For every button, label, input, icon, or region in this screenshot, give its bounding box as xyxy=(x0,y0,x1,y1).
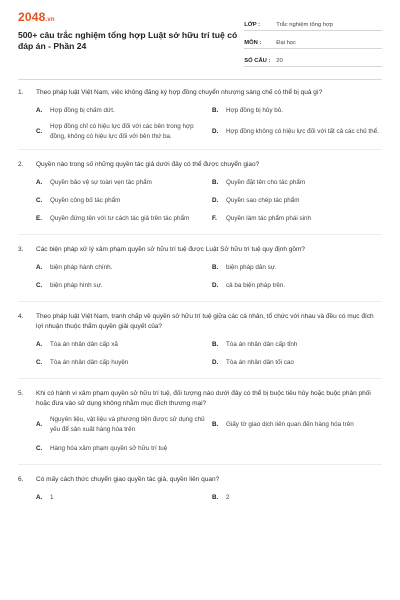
option-text: biện pháp hình sự. xyxy=(50,282,103,290)
options xyxy=(18,174,382,228)
option-text: 2 xyxy=(226,494,230,502)
question-separator xyxy=(18,149,382,150)
question-stem xyxy=(18,389,382,409)
question-number: 3. xyxy=(18,246,24,253)
question-separator xyxy=(18,378,382,379)
option-text: Tòa án nhân dân tối cao xyxy=(226,359,294,367)
question-6 xyxy=(18,475,382,507)
option-b[interactable] xyxy=(212,259,382,277)
option-c[interactable] xyxy=(36,277,206,295)
option-a[interactable] xyxy=(36,102,206,120)
option-text: Nguyên liệu, vật liệu và phương tiện được sử dụng chủ yếu để sản xuất hàng hóa trên xyxy=(50,416,205,433)
header xyxy=(18,10,382,69)
meta-table xyxy=(244,15,382,69)
option-letter: D. xyxy=(212,282,219,290)
option-letter: C. xyxy=(36,282,43,290)
meta-value: Đại học xyxy=(276,40,296,46)
options xyxy=(18,336,382,372)
question-text: Các biện pháp xử lý xâm phạm quyền sở hữu trí tuệ được Luật Sở hữu trí tuệ quy định gồm? xyxy=(36,246,306,253)
option-letter: B. xyxy=(212,420,219,428)
question-stem xyxy=(18,88,382,98)
question-5 xyxy=(18,389,382,465)
option-letter: A. xyxy=(36,264,43,272)
option-letter: D. xyxy=(212,359,219,367)
option-d[interactable] xyxy=(212,120,382,143)
option-letter: B. xyxy=(212,107,219,115)
option-letter: A. xyxy=(36,179,43,187)
question-3 xyxy=(18,245,382,302)
option-d[interactable] xyxy=(212,354,382,372)
question-number: 4. xyxy=(18,313,24,320)
meta-value: 20 xyxy=(276,58,283,64)
option-b[interactable] xyxy=(212,413,382,436)
option-letter: A. xyxy=(36,420,43,428)
question-number: 2. xyxy=(18,161,24,168)
meta-value: Trắc nghiệm tổng hợp xyxy=(276,22,334,28)
option-letter: A. xyxy=(36,341,43,349)
option-text: Tòa án nhân dân cấp huyện xyxy=(50,359,129,367)
question-separator xyxy=(18,301,382,302)
option-a[interactable] xyxy=(36,174,206,192)
question-1 xyxy=(18,88,382,150)
option-text: Quyền đặt tên cho tác phẩm xyxy=(226,179,306,187)
question-stem xyxy=(18,160,382,170)
option-text: Giấy tờ giao dịch liên quan đến hàng hóa trên xyxy=(226,420,354,428)
option-c[interactable] xyxy=(36,440,382,458)
option-text: Quyền sao chép tác phẩm xyxy=(226,197,300,205)
option-d[interactable] xyxy=(212,277,382,295)
option-text: Hợp đồng không có hiệu lực đối với tất cả các chủ thể. xyxy=(226,127,379,135)
question-stem xyxy=(18,475,382,485)
question-text: Khi có hành vi xâm phạm quyền sở hữu trí tuệ, đối tượng nào dưới đây có thể bị buộc tiêu hủy hoặc buộc phân phối hoặc đưa vào sử dụng không nhằm mục đích thương mại? xyxy=(36,390,371,407)
option-text: Tòa án nhân dân cấp xã xyxy=(50,341,118,349)
options-row-2 xyxy=(18,440,382,458)
option-e[interactable] xyxy=(36,210,206,228)
question-text: Theo pháp luật Việt Nam, việc không đăng ký hợp đồng chuyển nhượng sáng chế có thể bị quả gì? xyxy=(36,89,323,96)
option-letter: C. xyxy=(36,359,43,367)
options xyxy=(18,413,382,436)
option-text: Hợp đồng bị chấm dứt. xyxy=(50,107,115,115)
logo-suffix: .vn xyxy=(45,17,55,23)
options xyxy=(18,489,382,507)
option-letter: A. xyxy=(36,107,43,115)
meta-row-count xyxy=(244,51,382,67)
option-d[interactable] xyxy=(212,192,382,210)
question-stem xyxy=(18,245,382,255)
option-b[interactable] xyxy=(212,102,382,120)
question-number: 5. xyxy=(18,390,24,397)
option-letter: B. xyxy=(212,494,219,502)
options xyxy=(18,259,382,295)
option-a[interactable] xyxy=(36,489,206,507)
question-separator xyxy=(18,464,382,465)
question-text: Có mấy cách thức chuyển giao quyền tác giả, quyền liên quan? xyxy=(36,476,220,483)
option-text: Quyền đứng tên với tư cách tác giả trên tác phẩm xyxy=(50,215,190,223)
option-text: 1 xyxy=(50,494,54,502)
option-b[interactable] xyxy=(212,489,382,507)
option-letter: E. xyxy=(36,215,42,223)
option-c[interactable] xyxy=(36,192,206,210)
option-a[interactable] xyxy=(36,413,206,436)
logo-main: 2048 xyxy=(18,10,46,24)
question-list xyxy=(18,88,382,507)
option-text: Tòa án nhân dân cấp tỉnh xyxy=(226,341,298,349)
option-text: Quyền làm tác phẩm phái sinh xyxy=(226,215,312,223)
question-2 xyxy=(18,160,382,235)
option-letter: D. xyxy=(212,127,219,135)
option-text: Hợp đồng chỉ có hiệu lực đối với các bên trong hợp đồng, không có hiệu lực đối với bên thứ ba. xyxy=(50,123,194,140)
options xyxy=(18,102,382,143)
option-text: Hợp đồng bị hủy bỏ. xyxy=(226,107,283,115)
option-letter: B. xyxy=(212,179,219,187)
option-c[interactable] xyxy=(36,120,206,143)
meta-label: SỐ CÂU : xyxy=(244,58,271,64)
option-letter: F. xyxy=(212,215,217,223)
option-text: biện pháp hành chính. xyxy=(50,264,113,272)
meta-label: MÔN : xyxy=(244,40,262,46)
meta-row-subject xyxy=(244,33,382,49)
meta-label: LỚP : xyxy=(244,22,261,28)
option-text: Quyền công bố tác phẩm xyxy=(50,197,121,205)
option-a[interactable] xyxy=(36,259,206,277)
option-c[interactable] xyxy=(36,354,206,372)
option-b[interactable] xyxy=(212,174,382,192)
option-text: cả ba biện pháp trên. xyxy=(226,282,286,290)
header-left xyxy=(18,10,244,69)
page-title: 500+ câu trắc nghiệm tổng hợp Luật sở hữu trí tuệ có đáp án - Phần 24 xyxy=(18,30,238,51)
option-letter: B. xyxy=(212,341,219,349)
site-logo[interactable] xyxy=(18,10,244,24)
meta-row-class xyxy=(244,15,382,31)
option-letter: A. xyxy=(36,494,43,502)
question-text: Quyền nào trong số những quyền tác giả dưới đây có thể được chuyển giao? xyxy=(36,161,260,168)
question-stem xyxy=(18,312,382,332)
option-letter: C. xyxy=(36,445,43,453)
question-separator xyxy=(18,234,382,235)
header-divider xyxy=(18,79,382,80)
option-text: Quyền bảo vệ sự toàn vẹn tác phẩm xyxy=(50,179,152,187)
option-text: Hàng hóa xâm phạm quyền sở hữu trí tuệ xyxy=(50,445,168,453)
option-text: biện pháp dân sự. xyxy=(226,264,277,272)
question-4 xyxy=(18,312,382,379)
question-number: 6. xyxy=(18,476,24,483)
question-number: 1. xyxy=(18,89,24,96)
option-letter: C. xyxy=(36,197,43,205)
option-letter: C. xyxy=(36,127,43,135)
question-text: Theo pháp luật Việt Nam, tranh chấp về quyền sở hữu trí tuệ giữa các cá nhân, tổ chức với nhau và đều có mục đích lợi nhuận thuộc thẩm quyền giải quyết của? xyxy=(36,313,374,330)
option-f[interactable] xyxy=(212,210,382,228)
option-letter: B. xyxy=(212,264,219,272)
option-letter: D. xyxy=(212,197,219,205)
option-a[interactable] xyxy=(36,336,206,354)
option-b[interactable] xyxy=(212,336,382,354)
